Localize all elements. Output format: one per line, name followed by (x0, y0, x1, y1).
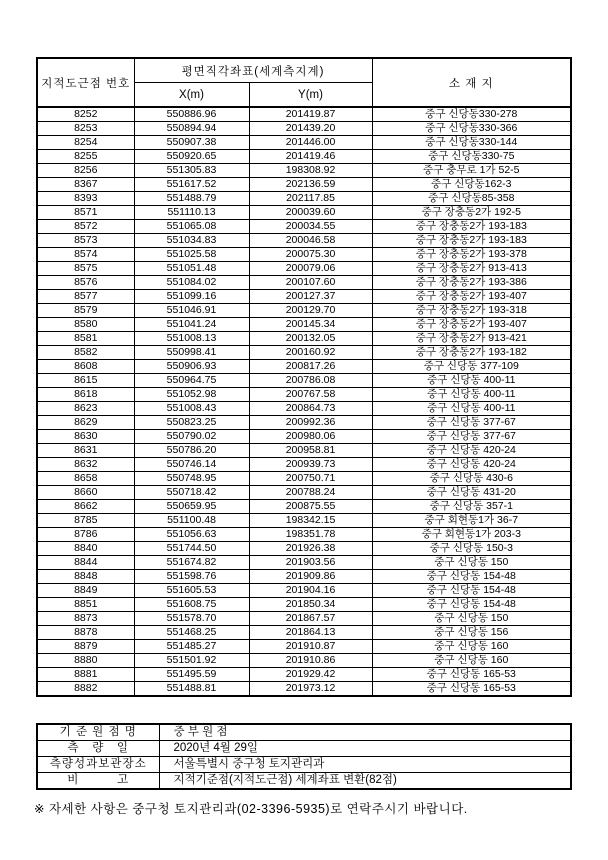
y-cell: 198342.15 (249, 514, 372, 528)
footnote: ※ 자세한 사항은 중구청 토지관리과(02-3396-5935)로 연락주시기 바랍니다. (34, 802, 468, 816)
y-cell: 201903.56 (249, 556, 372, 570)
x-cell: 551025.58 (134, 248, 249, 262)
info-label: 비 고 (37, 773, 159, 790)
x-cell: 551008.43 (134, 402, 249, 416)
location-cell: 중구 장충동2가 193-386 (372, 276, 571, 290)
table-row (37, 150, 571, 164)
location-cell: 중구 신당동 154-48 (372, 598, 571, 612)
location-cell: 중구 신당동330-366 (372, 122, 571, 136)
point-number-cell: 8873 (37, 612, 134, 626)
point-number-cell: 8849 (37, 584, 134, 598)
table-row (37, 136, 571, 150)
info-label: 측 량 일 (37, 741, 159, 757)
location-cell: 중구 장충동2가 913-421 (372, 332, 571, 346)
table-row (37, 668, 571, 682)
x-cell: 551034.83 (134, 234, 249, 248)
point-number-cell: 8255 (37, 150, 134, 164)
point-number-cell: 8253 (37, 122, 134, 136)
info-table-body (37, 724, 571, 789)
y-cell: 200039.60 (249, 206, 372, 220)
location-cell: 중구 신당동 400-11 (372, 402, 571, 416)
y-cell: 201929.42 (249, 668, 372, 682)
point-number-cell: 8576 (37, 276, 134, 290)
y-cell: 200992.36 (249, 416, 372, 430)
location-cell: 중구 장충동2가 913-413 (372, 262, 571, 276)
table-row (37, 248, 571, 262)
location-cell: 중구 신당동85-358 (372, 192, 571, 206)
info-row (37, 724, 571, 741)
x-cell: 550659.95 (134, 500, 249, 514)
point-number-cell: 8662 (37, 500, 134, 514)
x-cell: 550823.25 (134, 416, 249, 430)
y-cell: 200750.71 (249, 472, 372, 486)
info-value: 서울특별시 중구청 토지관리과 (159, 757, 571, 773)
y-cell: 200127.37 (249, 290, 372, 304)
location-cell: 중구 신당동 431-20 (372, 486, 571, 500)
table-row (37, 528, 571, 542)
location-cell: 중구 신당동 400-11 (372, 374, 571, 388)
x-cell: 551041.24 (134, 318, 249, 332)
point-number-cell: 8256 (37, 164, 134, 178)
table-row (37, 654, 571, 668)
y-cell: 201419.46 (249, 150, 372, 164)
location-cell: 중구 신당동 150 (372, 556, 571, 570)
x-cell: 551051.48 (134, 262, 249, 276)
x-cell: 551008.13 (134, 332, 249, 346)
point-number-cell: 8608 (37, 360, 134, 374)
location-cell: 중구 장충동2가 193-378 (372, 248, 571, 262)
table-row (37, 290, 571, 304)
x-cell: 550920.65 (134, 150, 249, 164)
x-cell: 551674.82 (134, 556, 249, 570)
table-row (37, 192, 571, 206)
info-row (37, 773, 571, 790)
point-number-cell: 8879 (37, 640, 134, 654)
point-number-cell: 8252 (37, 107, 134, 122)
y-cell: 201926.38 (249, 542, 372, 556)
x-cell: 551046.91 (134, 304, 249, 318)
table-row (37, 640, 571, 654)
table-row (37, 458, 571, 472)
y-cell: 201864.13 (249, 626, 372, 640)
table-row (37, 612, 571, 626)
x-cell: 551488.79 (134, 192, 249, 206)
x-cell: 551084.02 (134, 276, 249, 290)
table-row (37, 346, 571, 360)
y-cell: 200875.55 (249, 500, 372, 514)
table-row (37, 430, 571, 444)
point-number-cell: 8580 (37, 318, 134, 332)
y-cell: 200980.06 (249, 430, 372, 444)
x-cell: 550746.14 (134, 458, 249, 472)
info-label: 측량성과보관장소 (37, 757, 159, 773)
x-cell: 551744.50 (134, 542, 249, 556)
table-row (37, 542, 571, 556)
point-number-cell: 8577 (37, 290, 134, 304)
y-cell: 201973.12 (249, 682, 372, 697)
point-number-cell: 8840 (37, 542, 134, 556)
point-number-cell: 8878 (37, 626, 134, 640)
x-cell: 551305.83 (134, 164, 249, 178)
point-number-cell: 8658 (37, 472, 134, 486)
coordinate-table (36, 57, 572, 697)
y-cell: 200786.08 (249, 374, 372, 388)
table-row (37, 514, 571, 528)
table-row (37, 220, 571, 234)
y-cell: 200160.92 (249, 346, 372, 360)
point-number-cell: 8367 (37, 178, 134, 192)
table-row (37, 304, 571, 318)
location-cell: 중구 신당동 420-24 (372, 444, 571, 458)
y-cell: 200075.30 (249, 248, 372, 262)
y-cell: 200132.05 (249, 332, 372, 346)
y-cell: 200788.24 (249, 486, 372, 500)
point-number-cell: 8631 (37, 444, 134, 458)
location-cell: 중구 충무로 1가 52-5 (372, 164, 571, 178)
location-cell: 중구 신당동 165-53 (372, 682, 571, 697)
x-cell: 551056.63 (134, 528, 249, 542)
location-cell: 중구 장충동2가 193-182 (372, 346, 571, 360)
table-row (37, 584, 571, 598)
x-cell: 551468.25 (134, 626, 249, 640)
location-cell: 중구 신당동 377-109 (372, 360, 571, 374)
point-number-cell: 8571 (37, 206, 134, 220)
table-row (37, 178, 571, 192)
location-cell: 중구 신당동162-3 (372, 178, 571, 192)
col-header-x: X(m) (134, 83, 249, 108)
y-cell: 201419.87 (249, 107, 372, 122)
location-cell: 중구 신당동 160 (372, 654, 571, 668)
point-number-cell: 8632 (37, 458, 134, 472)
location-cell: 중구 신당동 357-1 (372, 500, 571, 514)
location-cell: 중구 장충동2가 193-183 (372, 234, 571, 248)
y-cell: 200864.73 (249, 402, 372, 416)
table-row (37, 556, 571, 570)
y-cell: 198308.92 (249, 164, 372, 178)
point-number-cell: 8629 (37, 416, 134, 430)
y-cell: 200046.58 (249, 234, 372, 248)
table-row (37, 486, 571, 500)
location-cell: 중구 회현동1가 36-7 (372, 514, 571, 528)
location-cell: 중구 신당동 154-48 (372, 570, 571, 584)
x-cell: 551501.92 (134, 654, 249, 668)
y-cell: 200129.70 (249, 304, 372, 318)
y-cell: 201867.57 (249, 612, 372, 626)
x-cell: 551099.16 (134, 290, 249, 304)
y-cell: 201850.34 (249, 598, 372, 612)
point-number-cell: 8785 (37, 514, 134, 528)
location-cell: 중구 신당동 377-67 (372, 430, 571, 444)
y-cell: 201910.87 (249, 640, 372, 654)
y-cell: 198351.78 (249, 528, 372, 542)
table-row (37, 318, 571, 332)
point-number-cell: 8582 (37, 346, 134, 360)
location-cell: 중구 회현동1가 203-3 (372, 528, 571, 542)
info-row (37, 741, 571, 757)
y-cell: 200079.06 (249, 262, 372, 276)
x-cell: 551605.53 (134, 584, 249, 598)
point-number-cell: 8618 (37, 388, 134, 402)
table-row (37, 206, 571, 220)
point-number-cell: 8573 (37, 234, 134, 248)
info-value: 중 부 원 점 (159, 724, 571, 741)
col-header-location: 소 재 지 (372, 58, 571, 107)
table-row (37, 122, 571, 136)
location-cell: 중구 신당동330-278 (372, 107, 571, 122)
location-cell: 중구 장충동2가 193-183 (372, 220, 571, 234)
point-number-cell: 8881 (37, 668, 134, 682)
x-cell: 550786.20 (134, 444, 249, 458)
table-row (37, 164, 571, 178)
table-row (37, 626, 571, 640)
y-cell: 200145.34 (249, 318, 372, 332)
table-row (37, 360, 571, 374)
y-cell: 202136.59 (249, 178, 372, 192)
point-number-cell: 8848 (37, 570, 134, 584)
x-cell: 551495.59 (134, 668, 249, 682)
x-cell: 550790.02 (134, 430, 249, 444)
table-row (37, 598, 571, 612)
table-row (37, 388, 571, 402)
location-cell: 중구 신당동 160 (372, 640, 571, 654)
x-cell: 550998.41 (134, 346, 249, 360)
table-row (37, 262, 571, 276)
table-row (37, 402, 571, 416)
location-cell: 중구 신당동 150-3 (372, 542, 571, 556)
col-header-y: Y(m) (249, 83, 372, 108)
point-number-cell: 8575 (37, 262, 134, 276)
x-cell: 550906.93 (134, 360, 249, 374)
x-cell: 551485.27 (134, 640, 249, 654)
x-cell: 551617.52 (134, 178, 249, 192)
info-table (36, 723, 572, 790)
y-cell: 201904.16 (249, 584, 372, 598)
x-cell: 550964.75 (134, 374, 249, 388)
point-number-cell: 8623 (37, 402, 134, 416)
y-cell: 201910.86 (249, 654, 372, 668)
y-cell: 200767.58 (249, 388, 372, 402)
point-number-cell: 8579 (37, 304, 134, 318)
x-cell: 551488.81 (134, 682, 249, 697)
point-number-cell: 8572 (37, 220, 134, 234)
x-cell: 551578.70 (134, 612, 249, 626)
x-cell: 551100.48 (134, 514, 249, 528)
table-row (37, 570, 571, 584)
point-number-cell: 8880 (37, 654, 134, 668)
point-number-cell: 8786 (37, 528, 134, 542)
coordinate-table-header (37, 58, 571, 107)
table-row (37, 107, 571, 122)
point-number-cell: 8660 (37, 486, 134, 500)
location-cell: 중구 장충동2가 193-318 (372, 304, 571, 318)
x-cell: 551052.98 (134, 388, 249, 402)
y-cell: 200958.81 (249, 444, 372, 458)
location-cell: 중구 신당동 430-6 (372, 472, 571, 486)
col-header-coordinates: 평면직각좌표(세계측지계) (134, 58, 372, 83)
location-cell: 중구 신당동 156 (372, 626, 571, 640)
y-cell: 200939.73 (249, 458, 372, 472)
info-label: 기 준 원 점 명 (37, 724, 159, 741)
info-row (37, 757, 571, 773)
table-row (37, 374, 571, 388)
table-row (37, 444, 571, 458)
location-cell: 중구 신당동 400-11 (372, 388, 571, 402)
location-cell: 중구 장충동2가 192-5 (372, 206, 571, 220)
location-cell: 중구 장충동2가 193-407 (372, 318, 571, 332)
point-number-cell: 8615 (37, 374, 134, 388)
point-number-cell: 8851 (37, 598, 134, 612)
info-value: 2020년 4월 29일 (159, 741, 571, 757)
point-number-cell: 8844 (37, 556, 134, 570)
y-cell: 201909.86 (249, 570, 372, 584)
y-cell: 201439.20 (249, 122, 372, 136)
table-row (37, 332, 571, 346)
point-number-cell: 8630 (37, 430, 134, 444)
location-cell: 중구 신당동330-144 (372, 136, 571, 150)
point-number-cell: 8581 (37, 332, 134, 346)
y-cell: 202117.85 (249, 192, 372, 206)
y-cell: 201446.00 (249, 136, 372, 150)
y-cell: 200107.60 (249, 276, 372, 290)
location-cell: 중구 신당동 154-48 (372, 584, 571, 598)
x-cell: 551110.13 (134, 206, 249, 220)
y-cell: 200817.26 (249, 360, 372, 374)
point-number-cell: 8574 (37, 248, 134, 262)
coordinate-table-body (37, 107, 571, 696)
x-cell: 551598.76 (134, 570, 249, 584)
table-row (37, 472, 571, 486)
x-cell: 550748.95 (134, 472, 249, 486)
x-cell: 551065.08 (134, 220, 249, 234)
table-row (37, 234, 571, 248)
location-cell: 중구 신당동 420-24 (372, 458, 571, 472)
info-value: 지적기준점(지적도근점) 세계좌표 변환(82점) (159, 773, 571, 790)
location-cell: 중구 신당동330-75 (372, 150, 571, 164)
location-cell: 중구 신당동 150 (372, 612, 571, 626)
x-cell: 550894.94 (134, 122, 249, 136)
x-cell: 550907.38 (134, 136, 249, 150)
col-header-point-number: 지적도근점 번호 (37, 58, 134, 107)
location-cell: 중구 신당동 165-53 (372, 668, 571, 682)
point-number-cell: 8254 (37, 136, 134, 150)
table-row (37, 416, 571, 430)
table-row (37, 276, 571, 290)
x-cell: 551608.75 (134, 598, 249, 612)
location-cell: 중구 신당동 377-67 (372, 416, 571, 430)
location-cell: 중구 장충동2가 193-407 (372, 290, 571, 304)
table-row (37, 682, 571, 697)
x-cell: 550886.96 (134, 107, 249, 122)
y-cell: 200034.55 (249, 220, 372, 234)
point-number-cell: 8882 (37, 682, 134, 697)
x-cell: 550718.42 (134, 486, 249, 500)
table-row (37, 500, 571, 514)
point-number-cell: 8393 (37, 192, 134, 206)
